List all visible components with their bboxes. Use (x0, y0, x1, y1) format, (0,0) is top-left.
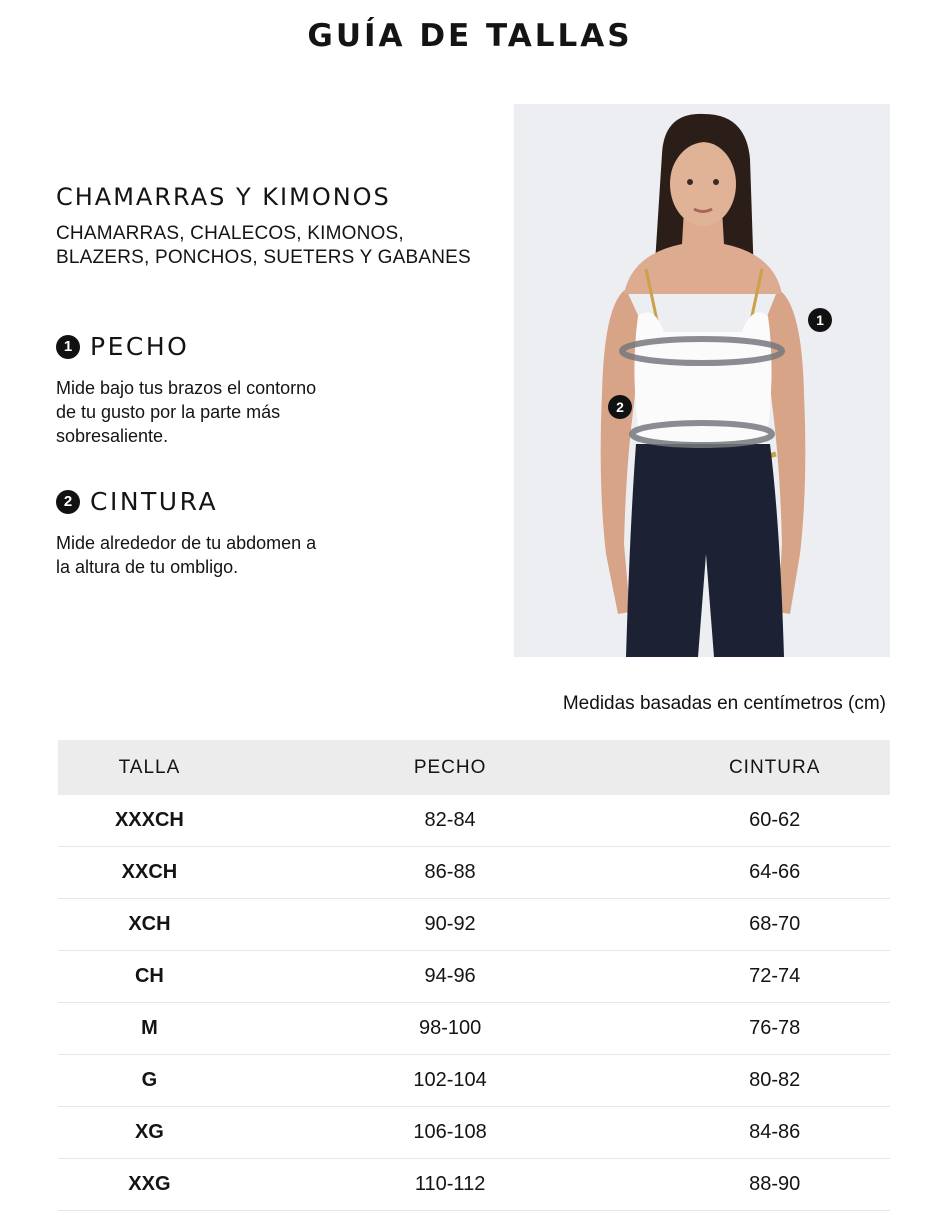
chest-cell: 94-96 (241, 951, 660, 1003)
number-2-badge-icon: 2 (56, 490, 80, 514)
chest-cell: 90-92 (241, 899, 660, 951)
measure-text-line: sobresaliente. (56, 426, 169, 446)
waist-cell: 72-74 (659, 951, 890, 1003)
model-photo (514, 104, 890, 657)
table-header-row (58, 740, 890, 795)
column-header-talla: TALLA (58, 740, 241, 795)
chest-cell: 106-108 (241, 1107, 660, 1159)
table-row (58, 1159, 890, 1211)
measure-title: PECHO (90, 332, 190, 361)
measure-description-pecho (56, 376, 366, 448)
waist-cell: 64-66 (659, 847, 890, 899)
chest-cell: 102-104 (241, 1055, 660, 1107)
size-cell: XXXCH (58, 795, 241, 847)
size-cell: G (58, 1055, 241, 1107)
waist-cell: 80-82 (659, 1055, 890, 1107)
size-cell: XXG (58, 1159, 241, 1211)
waist-cell: 68-70 (659, 899, 890, 951)
size-cell: M (58, 1003, 241, 1055)
size-cell: XG (58, 1107, 241, 1159)
waist-cell: 76-78 (659, 1003, 890, 1055)
table-row (58, 1003, 890, 1055)
measure-text-line: Mide alrededor de tu abdomen a (56, 533, 317, 553)
category-subtitle-line: BLAZERS, PONCHOS, SUETERS Y GABANES (56, 247, 471, 268)
measure-title: CINTURA (90, 487, 219, 516)
measure-description-cintura (56, 531, 366, 579)
column-header-cintura: CINTURA (659, 740, 890, 795)
table-row (58, 899, 890, 951)
measure-text-line: la altura de tu ombligo. (56, 557, 239, 577)
chest-cell: 82-84 (241, 795, 660, 847)
measure-text-line: de tu gusto por la parte más (56, 402, 281, 422)
number-1-badge-icon: 1 (56, 335, 80, 359)
chest-cell: 98-100 (241, 1003, 660, 1055)
category-title: CHAMARRAS Y KIMONOS (56, 183, 391, 211)
model-illustration (514, 104, 890, 657)
column-header-pecho: PECHO (241, 740, 660, 795)
table-row (58, 795, 890, 847)
units-note: Medidas basadas en centímetros (cm) (562, 693, 886, 714)
size-table (58, 740, 890, 1211)
chest-cell: 86-88 (241, 847, 660, 899)
size-cell: XCH (58, 899, 241, 951)
marker-2-label: 2 (616, 399, 624, 415)
measure-text-line: Mide bajo tus brazos el contorno (56, 378, 317, 398)
waist-cell: 84-86 (659, 1107, 890, 1159)
category-subtitle (56, 222, 496, 270)
size-cell: XXCH (58, 847, 241, 899)
table-row (58, 1055, 890, 1107)
category-subtitle-line: CHAMARRAS, CHALECOS, KIMONOS, (56, 223, 404, 244)
measure-heading-cintura (56, 487, 218, 516)
page-title: GUÍA DE TALLAS (307, 18, 633, 54)
size-cell: CH (58, 951, 241, 1003)
table-row (58, 951, 890, 1003)
table-row (58, 1107, 890, 1159)
waist-cell: 88-90 (659, 1159, 890, 1211)
measure-heading-pecho (56, 332, 189, 361)
chest-cell: 110-112 (241, 1159, 660, 1211)
marker-1-label: 1 (816, 312, 824, 328)
waist-cell: 60-62 (659, 795, 890, 847)
table-row (58, 847, 890, 899)
